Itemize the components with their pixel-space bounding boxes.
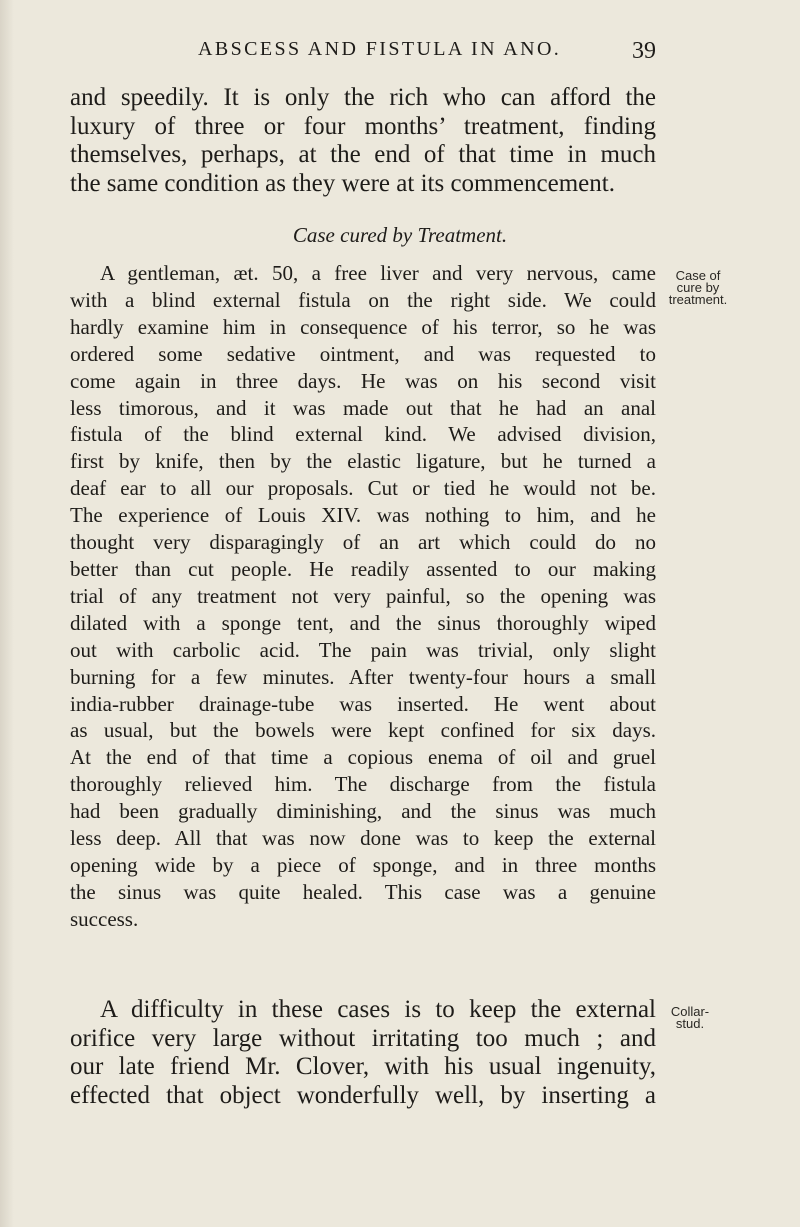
sidenote-line: cure by bbox=[676, 280, 720, 295]
text-line: burning for a few minutes. After twenty-four hours a small bbox=[70, 664, 656, 689]
text-line: success. bbox=[70, 906, 139, 931]
text-line: as usual, but the bowels were kept confined for six days. bbox=[70, 718, 656, 743]
final-paragraph bbox=[70, 996, 656, 1110]
running-head: ABSCESS AND FISTULA IN ANO. bbox=[198, 38, 562, 60]
text-line: less timorous, and it was made out that he had an anal bbox=[70, 395, 656, 420]
page-header bbox=[0, 38, 800, 68]
text-line: ordered some sedative ointment, and was requested to bbox=[70, 341, 656, 366]
text-line: the sinus was quite healed. This case was a genuine bbox=[70, 879, 656, 904]
text-line: come again in three days. He was on his second visit bbox=[70, 368, 656, 393]
text-line: with a blind external fistula on the right side. We could bbox=[70, 287, 656, 312]
text-line: had been gradually diminishing, and the sinus was much bbox=[70, 799, 656, 824]
text-line: hardly examine him in consequence of his terror, so he was bbox=[70, 314, 656, 339]
opening-paragraph bbox=[70, 84, 656, 198]
text-line: out with carbolic acid. The pain was trivial, only slight bbox=[70, 637, 656, 662]
text-line: and speedily. It is only the rich who can afford the bbox=[70, 84, 656, 111]
section-heading: Case cured by Treatment. bbox=[292, 223, 508, 247]
sidenote-line: Collar- bbox=[670, 1004, 710, 1019]
text-line: The experience of Louis XIV. was nothing to him, and he bbox=[70, 503, 656, 528]
text-line: the same condition as they were at its commencement. bbox=[70, 169, 615, 197]
text-line: themselves, perhaps, at the end of that time in much bbox=[70, 141, 656, 168]
text-line: better than cut people. He readily assented to our making bbox=[70, 556, 656, 581]
case-paragraph bbox=[70, 260, 656, 933]
text-line: thoroughly relieved him. The discharge from the fistula bbox=[70, 772, 656, 797]
text-line: dilated with a sponge tent, and the sinus thoroughly wiped bbox=[70, 610, 656, 635]
text-line: effected that object wonderfully well, by inserting a bbox=[70, 1081, 656, 1109]
text-line: opening wide by a piece of sponge, and in three months bbox=[70, 852, 656, 877]
page-left-edge bbox=[0, 0, 14, 1227]
text-line: At the end of that time a copious enema of oil and gruel bbox=[70, 745, 656, 770]
text-line: deaf ear to all our proposals. Cut or tied he would not be. bbox=[70, 476, 656, 501]
text-line: luxury of three or four months’ treatment, finding bbox=[70, 112, 656, 140]
sidenote-case-of-cure bbox=[658, 270, 738, 306]
text-line: thought very disparagingly of an art which could do no bbox=[70, 530, 656, 555]
text-line: less deep. All that was now done was to keep the external bbox=[70, 826, 656, 851]
text-line: A gentleman, æt. 50, a free liver and very nervous, came bbox=[100, 261, 656, 285]
text-line: fistula of the blind external kind. We advised division, bbox=[70, 422, 656, 447]
text-line: A difficulty in these cases is to keep the external bbox=[100, 996, 656, 1023]
sidenote-line: treatment. bbox=[668, 292, 728, 307]
text-line: trial of any treatment not very painful, so the opening was bbox=[70, 583, 656, 608]
sidenote-line: stud. bbox=[675, 1016, 705, 1031]
sidenote-collar-stud bbox=[660, 1006, 720, 1030]
text-line: first by knife, then by the elastic ligature, but he turned a bbox=[70, 449, 656, 474]
page-number: 39 bbox=[632, 38, 656, 64]
sidenote-line: Case of bbox=[675, 268, 721, 283]
text-line: india-rubber drainage-tube was inserted. He went about bbox=[70, 691, 656, 716]
text-line: orifice very large without irritating too much ; and bbox=[70, 1024, 656, 1052]
text-line: our late friend Mr. Clover, with his usual ingenuity, bbox=[70, 1053, 656, 1080]
